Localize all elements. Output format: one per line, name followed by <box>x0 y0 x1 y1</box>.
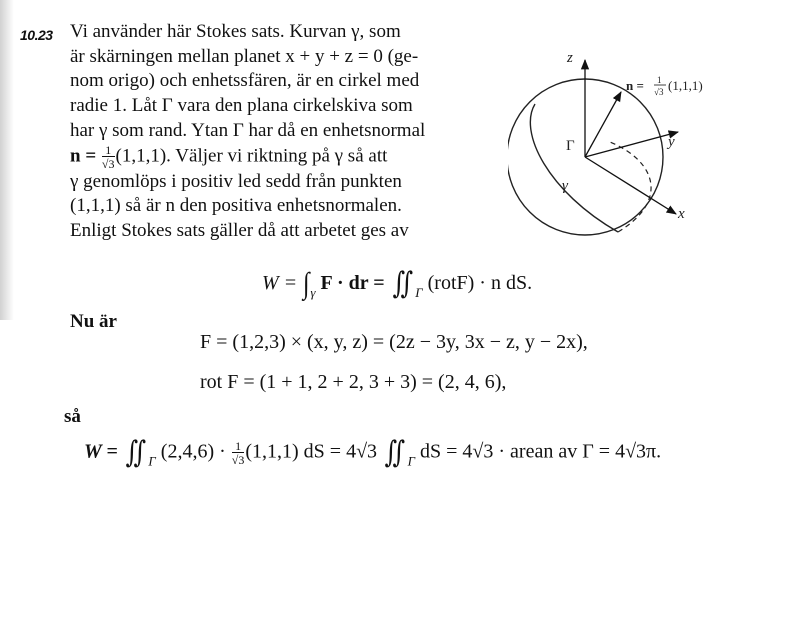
label-nu-ar: Nu är <box>70 311 117 332</box>
y-axis <box>585 132 678 157</box>
integral-sign: ∫ <box>302 267 310 301</box>
double-integral-sign: ∬ <box>392 267 413 301</box>
f-equation: F = (1,2,3) × (x, y, z) = (2z − 3y, 3x − z, y − 2x), <box>200 331 588 353</box>
normal-prefix: n = <box>70 144 97 166</box>
rot-equation: rot F = (1 + 1, 2 + 2, 3 + 3) = (2, 4, 6), <box>200 371 507 393</box>
figure-normal-label: n = <box>626 78 644 93</box>
paragraph-line: är skärningen mellan planet x + y + z = 0 (ge- <box>70 45 419 67</box>
eq-part-1: (2,4,6) · <box>160 440 226 463</box>
double-integral-sign: ∬ <box>125 436 146 469</box>
figure-frac-denominator: √3 <box>654 87 664 97</box>
fraction-denominator: √3 <box>231 453 245 467</box>
scan-edge-shadow <box>0 0 14 320</box>
fraction <box>102 144 115 170</box>
figure-normal-vector-label: (1,1,1) <box>668 78 703 93</box>
fraction-denominator: √3 <box>101 156 115 171</box>
x-label: x <box>678 206 685 222</box>
work-result-equation <box>84 436 662 470</box>
eq-body: F · dr = <box>320 272 385 294</box>
gamma-disk-label: Γ <box>566 138 575 154</box>
integral-subscript: γ <box>310 285 316 300</box>
eq-lhs: W = <box>262 272 298 294</box>
paragraph-line: γ genomlöps i positiv led sedd från punkten <box>70 170 402 192</box>
gamma-curve-label: γ <box>562 178 568 194</box>
normal-line <box>70 144 500 170</box>
gamma-curve-front <box>530 104 618 232</box>
y-label: y <box>668 134 675 150</box>
fraction-numerator: 1 <box>232 440 245 453</box>
integral-subscript: Γ <box>415 285 423 300</box>
problem-number: 10.23 <box>20 27 53 43</box>
work-definition-equation <box>262 267 533 301</box>
paragraph-line: nom origo) och enhetssfären, är en cirkel med <box>70 70 420 92</box>
eq-body-2: (rotF) · n dS. <box>427 272 533 294</box>
z-label: z <box>567 50 573 66</box>
paragraph-line: Vi använder här Stokes sats. Kurvan γ, som <box>70 21 401 42</box>
integral-subscript: Γ <box>407 453 416 469</box>
eq-part-3: dS = 4√3 · arean av Γ = 4√3π. <box>420 440 662 463</box>
eq-lhs: W = <box>84 440 118 463</box>
label-sa: så <box>64 406 81 427</box>
figure-frac-numerator: 1 <box>657 75 662 85</box>
solution-paragraph <box>70 20 500 244</box>
paragraph-line: radie 1. Låt Γ vara den plana cirkelskiva som <box>70 95 413 117</box>
paragraph-line: (1,1,1). Väljer vi riktning på γ så att <box>115 144 388 166</box>
fraction-numerator: 1 <box>102 144 115 157</box>
sphere-figure <box>508 42 748 252</box>
eq-part-2: (1,1,1) dS = 4√3 <box>245 440 378 463</box>
gamma-curve-back <box>610 142 651 232</box>
integral-subscript: Γ <box>148 453 156 469</box>
fraction <box>232 440 245 466</box>
paragraph-line: (1,1,1) så är n den positiva enhetsnormalen. <box>70 195 402 217</box>
normal-vector <box>585 92 621 157</box>
paragraph-line: Enligt Stokes sats gäller då att arbetet ges av <box>70 219 409 241</box>
paragraph-line: har γ som rand. Ytan Γ har då en enhetsnormal <box>70 119 426 141</box>
double-integral-sign: ∬ <box>384 436 406 469</box>
